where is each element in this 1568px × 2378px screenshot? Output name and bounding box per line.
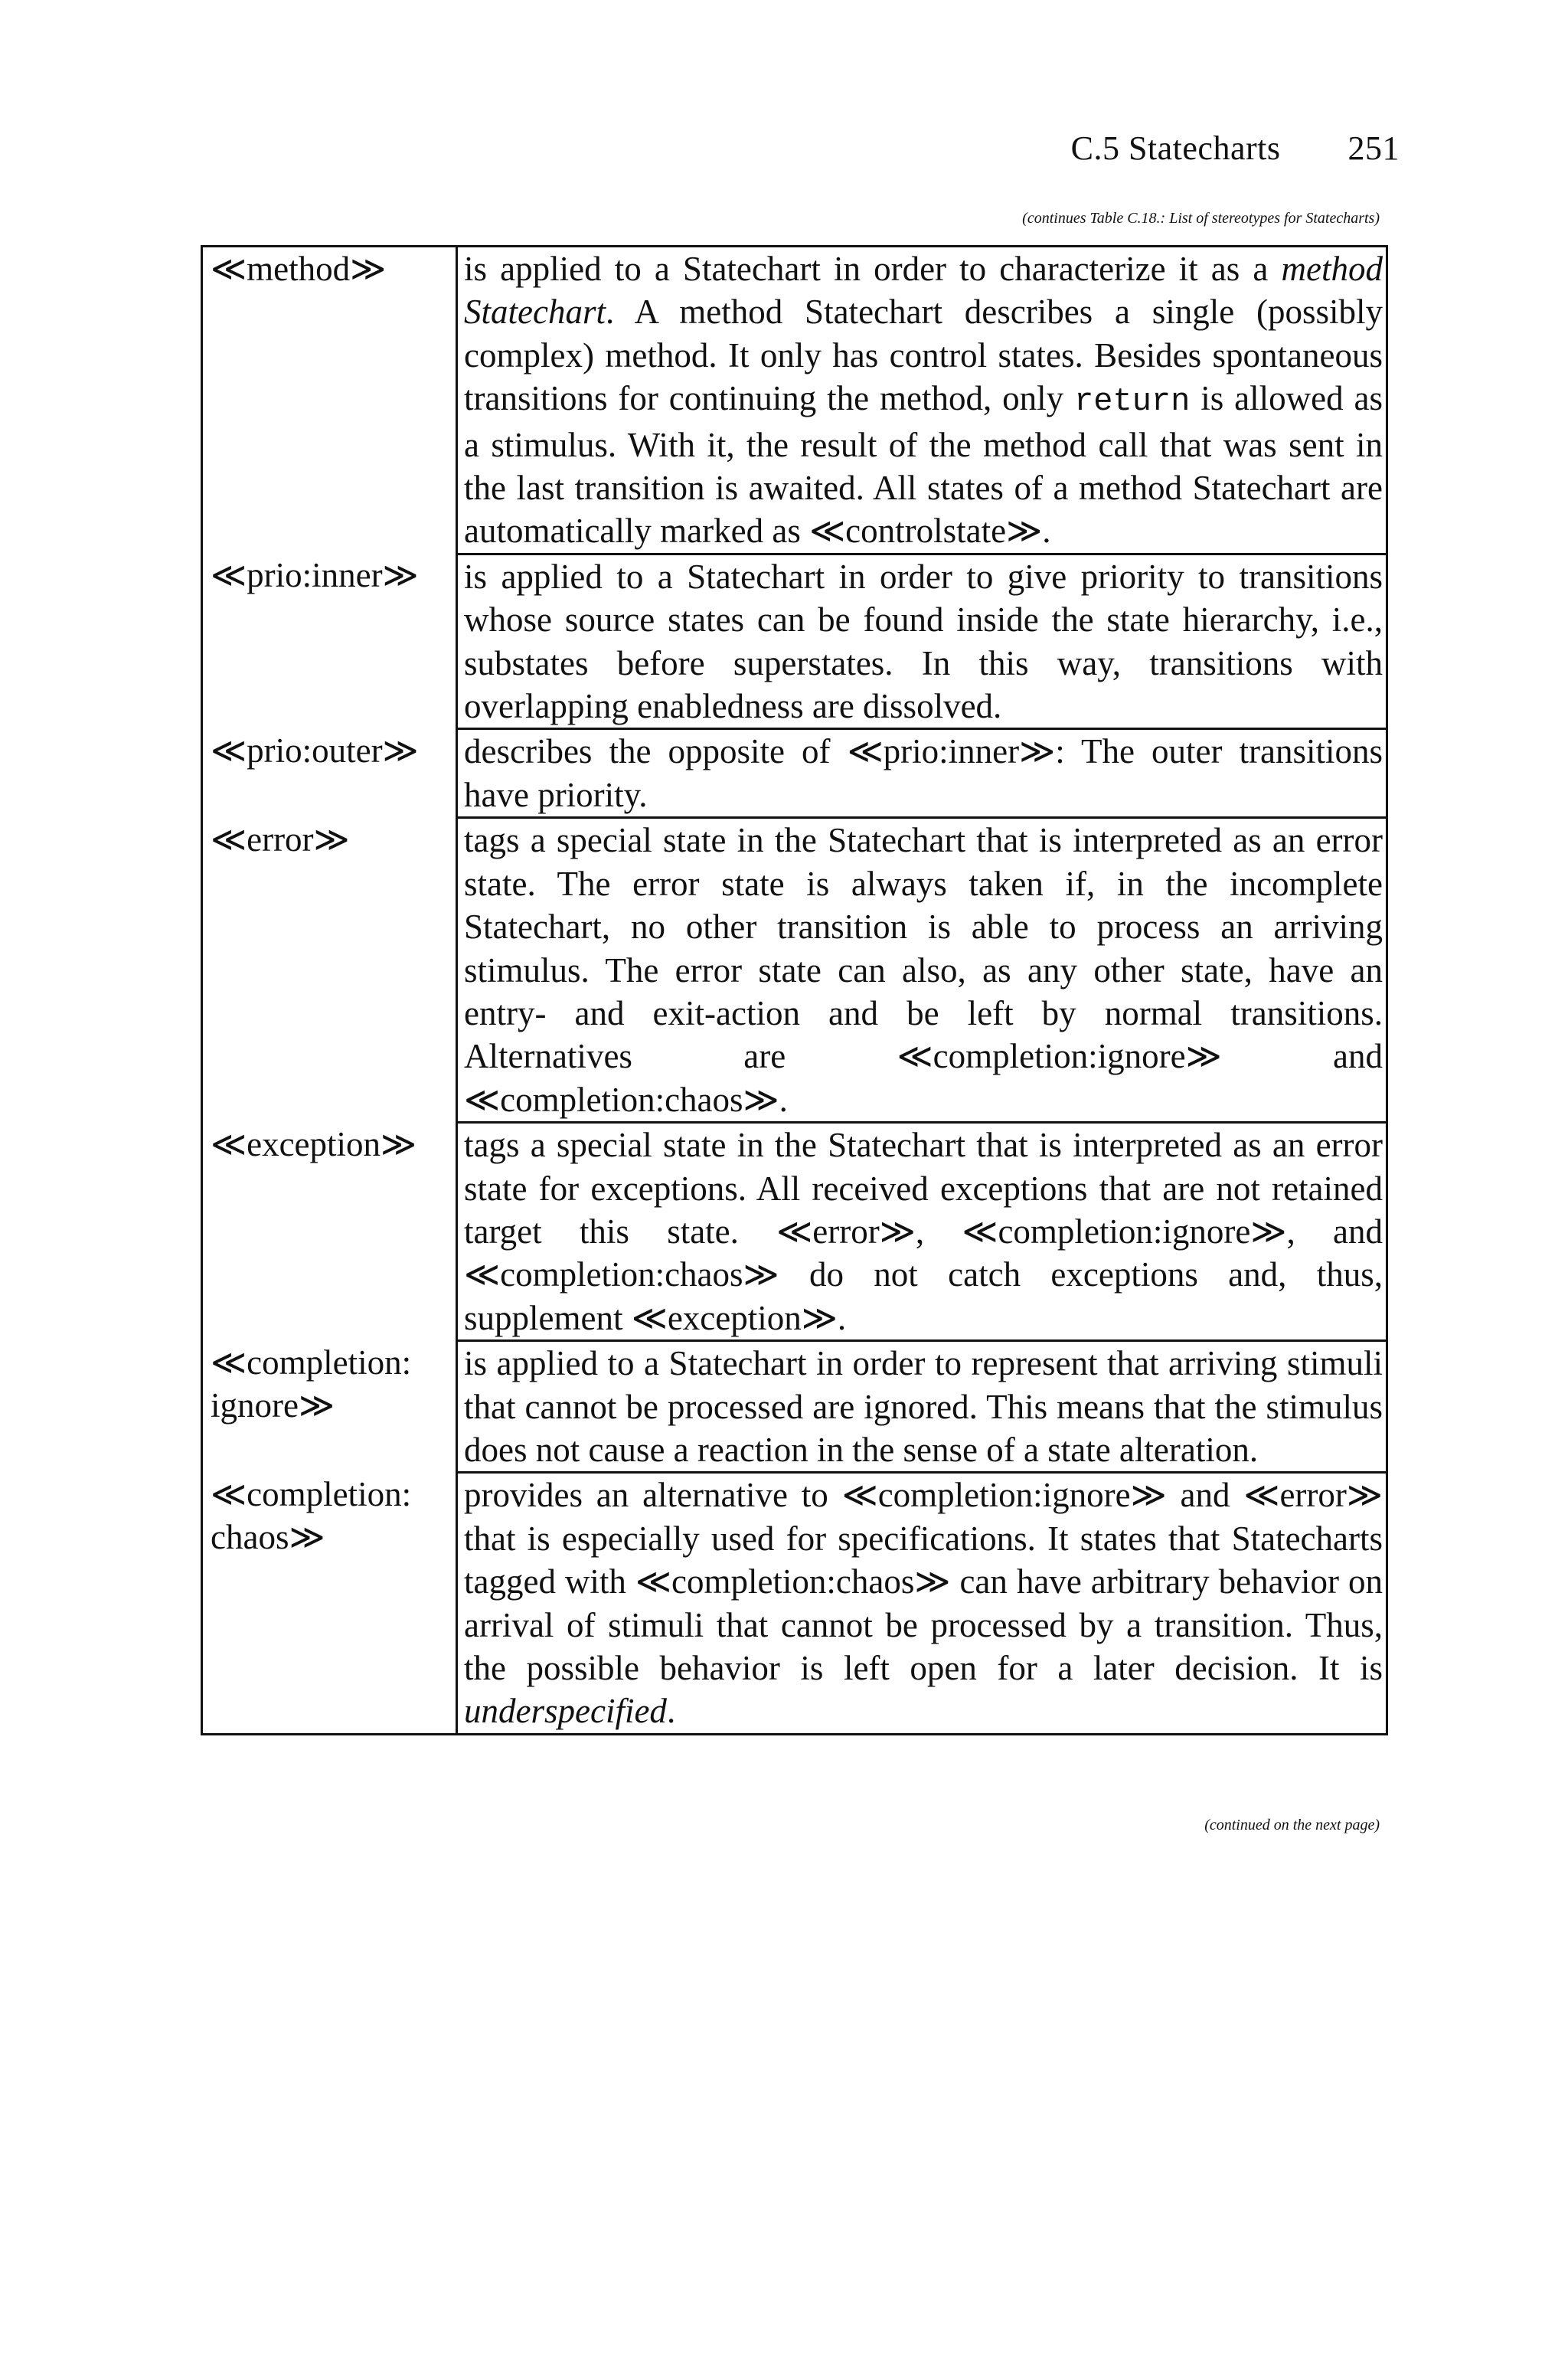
stereotype-description: is applied to a Statechart in order to give priority to transitions whose source states can be found inside the state hierarchy, i.e., substates before superstates. In this way, transitions with overlapping enabledness are dissolved. xyxy=(457,554,1387,729)
stereotype-name: ≪method≫ xyxy=(202,247,457,554)
stereotype-name: ≪prio:outer≫ xyxy=(202,729,457,818)
continued-note: (continued on the next page) xyxy=(1204,1817,1380,1833)
stereotype-table xyxy=(201,245,1386,1735)
table-row xyxy=(202,1473,1387,1734)
table-row xyxy=(202,247,1387,554)
stereotype-name: ≪prio:inner≫ xyxy=(202,554,457,729)
table-row xyxy=(202,1341,1387,1473)
section-title: C.5 Statecharts xyxy=(1070,129,1281,167)
table-row xyxy=(202,1123,1387,1341)
table-row xyxy=(202,818,1387,1123)
stereotype-description: is applied to a Statechart in order to represent that arriving stimuli that cannot be processed are ignored. This means that the stimulus does not cause a reaction in the sense of a state alteration. xyxy=(457,1341,1387,1473)
table-continuation-caption: (continues Table C.18.: List of stereotypes for Statecharts) xyxy=(1022,210,1380,227)
stereotype-description: describes the opposite of ≪prio:inner≫: The outer transitions have priority. xyxy=(457,729,1387,818)
stereotype-name: ≪exception≫ xyxy=(202,1123,457,1341)
stereotype-description: tags a special state in the Statechart that is interpreted as an error state. The error state is always taken if, in the incomplete Statechart, no other transition is able to process an arriving stimulus. The error state can also, as any other state, have an entry- and exit-action and be left by normal transitions. Alternatives are ≪completion:ignore≫ and ≪completion:chaos≫. xyxy=(457,818,1387,1123)
table-row xyxy=(202,729,1387,818)
stereotype-name: ≪completion: ignore≫ xyxy=(202,1341,457,1473)
stereotype-name: ≪completion: chaos≫ xyxy=(202,1473,457,1734)
code-keyword: return xyxy=(1074,383,1191,420)
stereotype-description: provides an alternative to ≪completion:ignore≫ and ≪error≫ that is especially used for specifications. It states that Statecharts tagged with ≪completion:chaos≫ can have arbitrary behavior on arrival of stimuli that cannot be processed by a transition. Thus, the possible behavior is left open for a later decision. It is underspecified. xyxy=(457,1473,1387,1734)
stereotype-description: is applied to a Statechart in order to characterize it as a method Statechart. A method Statechart describes a single (possibly complex) method. It only has control states. Besides spontaneous transitions for continuing the method, only return is allowed as a stimulus. With it, the result of the method call that was sent in the last transition is awaited. All states of a method Statechart are automatically marked as ≪controlstate≫. xyxy=(457,247,1387,554)
table-row xyxy=(202,554,1387,729)
page-number: 251 xyxy=(1348,129,1400,167)
stereotype-name: ≪error≫ xyxy=(202,818,457,1123)
stereotype-description: tags a special state in the Statechart that is interpreted as an error state for exceptions. All received exceptions that are not retained target this state. ≪error≫, ≪completion:ignore≫, and ≪completion:chaos≫ do not catch exceptions and, thus, supplement ≪exception≫. xyxy=(457,1123,1387,1341)
running-head xyxy=(1071,129,1400,168)
emphasis-text: method Statechart xyxy=(464,250,1383,332)
emphasis-text: underspecified xyxy=(464,1692,667,1731)
